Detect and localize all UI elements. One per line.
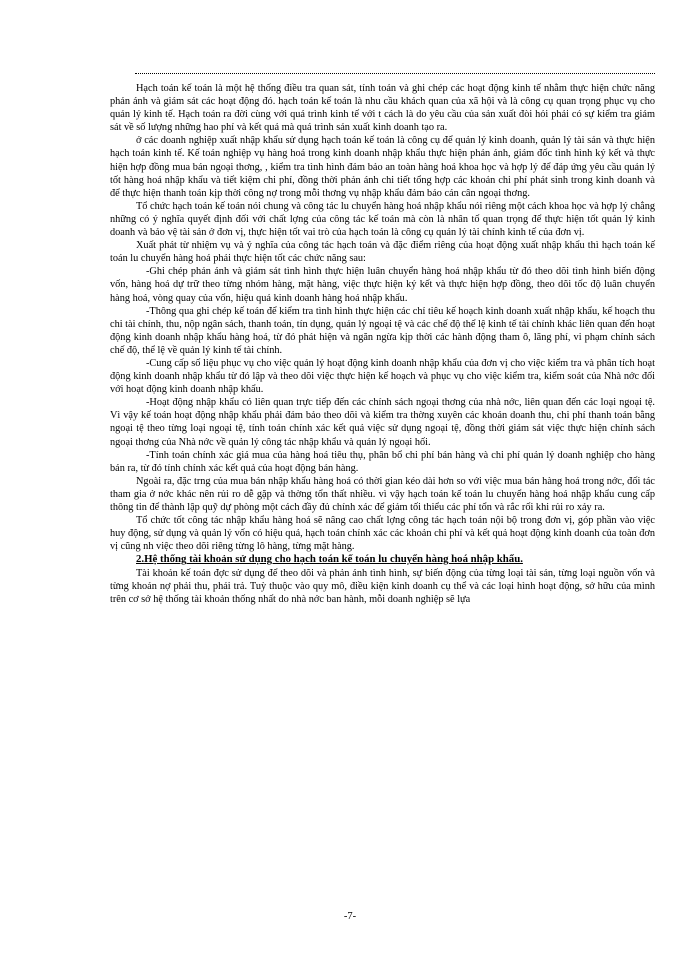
paragraph-organization-benefits: Tổ chức tốt công tác nhập khẩu hàng hoá sẽ nâng cao chất lợng công tác hạch toán nội bộ trong đơn vị, góp phần vào việc huy động, sử dụng và quản lý vốn có hiệu quả, hạch toán chính xác các khoản chi phí và kết quả hoạt động kinh doanh của toàn đơn vị cũng nh việc theo dõi riêng từng lô hàng, từng mặt hàng. — [110, 515, 655, 553]
paragraph-accounts: Tài khoản kế toán đợc sử dụng để theo dõi và phản ánh tình hình, sự biến động của từng loại tài sản, từng loại nguồn vốn và từng khoản nợ phải thu, phải trả. Tuỳ thuộc vào quy mô, điều kiện kinh doanh cụ thể và các loại hình hoạt động, sở hữu của mình trên cơ sở hệ thống tài khoản thống nhất do nhà nớc ban hành, mỗi doanh nghiệp sẽ lựa — [110, 567, 655, 605]
paragraph-risk: Ngoài ra, đặc trng của mua bán nhập khẩu hàng hoá có thời gian kéo dài hơn so với việc mua bán hàng hoá trong nớc, đối tác tham gia ở nớc khác nên rủi ro dễ gặp và thờng tổn thất nhiều. vì vậy hạch toán kế toán lu chuyển hàng hoá nhập khẩu cung cấp thông tin để thành lập quỹ dự phòng một cách đầy đủ chính xác để giảm tối thiểu các phí tổn và rắc rối khi rủi ro xảy ra. — [110, 475, 655, 513]
section-heading: 2.Hệ thống tài khoản sử dụng cho hạch toán kế toán lu chuyển hàng hoá nhập khẩu. — [136, 553, 523, 566]
paragraph-import-export-enterprises: ở các doanh nghiệp xuất nhập khẩu sử dụng hạch toán kế toán là công cụ để quản lý kinh doanh, quản lý tài sản và thực hiện hạch toán kinh tế. Kế toán nghiệp vụ hàng hoá trong kinh doanh nhập khẩu thực hiện phản ánh, giám đốc tình hình ký kết và thực hiện hợp đồng mua bán ngoại thơng, , kiểm tra tình hình đảm bảo an toàn hàng hoá khoa học và hợp lý để đáp ứng yêu cầu quản lý tốt hàng hoá nhập khẩu và tiết kiệm chi phí, đồng thời phản ánh chi tiết tổng hợp các khoản chi phí phát sinh trong kinh doanh và để thực hiện thanh toán kịp thời công nợ trong mỗi thơng vụ nhập khẩu đảm bảo cán cân ngoại thơng. — [110, 135, 655, 199]
body-text — [110, 82, 655, 606]
function-item-3: -Cung cấp số liệu phục vụ cho việc quản lý hoạt động kinh doanh nhập khẩu của đơn vị cho việc kiểm tra và phân tích hoạt động kinh doanh nhập khẩu từ đó lập và theo dõi việc thực hiện kế hoạch và phục vụ cho việc kiểm tra, kiểm soát của Nhà nớc đối với hoạt động kinh doanh nhập khẩu. — [110, 357, 655, 396]
top-dotted-rule — [135, 73, 655, 74]
page-number: -7- — [343, 911, 357, 922]
function-item-5: -Tính toán chính xác giá mua của hàng hoá tiêu thụ, phân bổ chi phí bán hàng và chi phí quản lý doanh nghiệp cho hàng bán ra, từ đó tính chính xác kết quả của hoạt động bán hàng. — [110, 449, 655, 474]
paragraph-organization-significance: Tổ chức hạch toán kế toán nói chung và công tác lu chuyển hàng hoá nhập khẩu nói riêng một cách khoa học và hợp lý chẳng những có ý nghĩa quyết định đối với chất lợng của công tác kế toán mà còn là nhân tố quan trọng để thực hiện tốt quản lý kinh doanh và bảo vệ tài sản ở đơn vị, thực hiện tốt vai trò của hạch toán là công cụ quản lý tài chính kinh tế của đơn vị. — [110, 200, 655, 239]
function-item-4: -Hoạt động nhập khẩu có liên quan trực tiếp đến các chính sách ngoại thơng của nhà nớc, liên quan đến các loại ngoại tệ. Vì vậy kế toán hoạt động nhập khẩu phải đảm bảo theo dõi và kiểm tra thờng xuyên các khoản doanh thu, chi phí thanh toán bằng ngoại tệ theo từng loại ngoại tệ, tính toán chính xác kết quả việc sử dụng ngoại tệ, đồng thời giám sát việc thực hiện chính sách ngoại thơng của Nhà nớc về quản lý công tác nhập khẩu và quản lý ngoại hối. — [110, 397, 655, 448]
function-item-2: -Thông qua ghi chép kế toán để kiểm tra tình hình thực hiện các chỉ tiêu kế hoạch kinh doanh xuất nhập khẩu, kế hoạch thu chi tài chính, thu, nộp ngân sách, thanh toán, tín dụng, quản lý ngoại tệ và các chế độ thể lệ kinh tế tài chính khác liên quan đến hoạt động kinh doanh nhập khẩu hàng hoá, từ đó phát hiện và ngăn ngừa kịp thời các hành động tham ô, lãng phí, vi phạm chính sách chế độ, thể lệ về quản lý kinh tế tài chính. — [110, 305, 656, 356]
paragraph-functions-intro: Xuất phát từ nhiệm vụ và ý nghĩa của công tác hạch toán và đặc điểm riêng của hoạt động xuất nhập khẩu thì hạch toán kế toán lu chuyển hàng hoá phải thực hiện tốt các chức năng sau: — [110, 240, 655, 265]
paragraph-accounting-definition: Hạch toán kế toán là một hệ thống điều tra quan sát, tính toán và ghi chép các hoạt động kinh tế nhằm thực hiện chức năng phản ánh và giám sát các hoạt động đó. hạch toán kế toán là nhu cầu khách quan của xã hội và là công cụ quan trọng phục vụ cho quản lý kinh tế. Hạch toán ra đời cùng với quá trình kinh tế với t cách là do yêu cầu của sản xuất đòi hỏi phải có sự kiểm tra giám sát về số lượng những hao phí và kết quả mà quá trình sản xuất kinh doanh tạo ra. — [110, 83, 655, 134]
function-item-1: -Ghi chép phản ánh và giám sát tình hình thực hiện luân chuyển hàng hoá nhập khẩu từ đó theo dõi tình hình biến động vốn, hàng hoá dự trữ theo từng nhóm hàng, mặt hàng, việc thực hiện ký kết và thực hiện hợp đồng, theo dõi tốc độ luân chuyển hàng hoá, vòng quay của vốn, hiệu quả kinh doanh hàng hoá nhập khẩu. — [110, 266, 655, 304]
